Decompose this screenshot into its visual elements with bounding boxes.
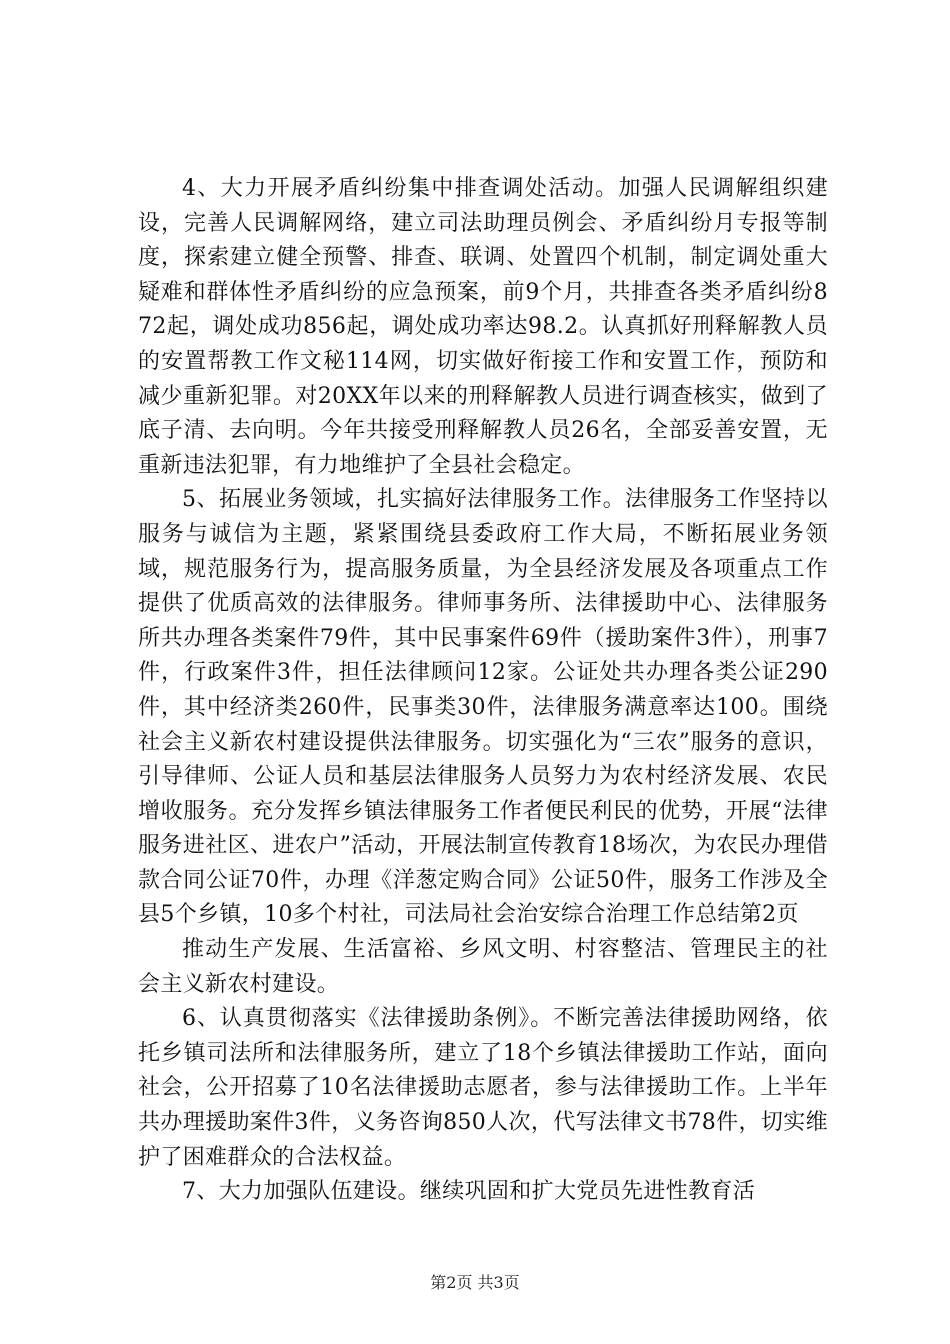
paragraph-4: 4、大力开展矛盾纠纷集中排查调处活动。加强人民调解组织建设，完善人民调解网络，建立司法助理员例会、矛盾纠纷月专报等制度，探索建立健全预警、排查、联调、处置四个机制，制定调处重大疑难和群体性矛盾纠纷的应急预案，前9个月，共排查各类矛盾纠纷872起，调处成功856起，调处成功率达98.2。认真抓好刑释解教人员的安置帮教工作文秘114网，切实做好衔接工作和安置工作，预防和减少重新犯罪。对20XX年以来的刑释解教人员进行调查核实，做到了底子清、去向明。今年共接受刑释解教人员26名，全部妥善安置，无重新违法犯罪，有力地维护了全县社会稳定。 <box>138 176 828 478</box>
page-footer: 第2页 共3页 <box>430 1273 520 1292</box>
paragraph-5-continued: 推动生产发展、生活富裕、乡风文明、村容整洁、管理民主的社会主义新农村建设。 <box>138 937 828 997</box>
paragraph-5: 5、拓展业务领域，扎实搞好法律服务工作。法律服务工作坚持以服务与诚信为主题，紧紧围绕县委政府工作大局，不断拓展业务领域，规范服务行为，提高服务质量，为全县经济发展及各项重点工作提供了优质高效的法律服务。律师事务所、法律援助中心、法律服务所共办理各类案件79件，其中民事案件69件（援助案件3件），刑事7件，行政案件3件，担任法律顾问12家。公证处共办理各类公证290件，其中经济类260件，民事类30件，法律服务满意率达100。围绕社会主义新农村建设提供法律服务。切实强化为“三农”服务的意识，引导律师、公证人员和基层法律服务人员努力为农村经济发展、农民增收服务。充分发挥乡镇法律服务工作者便民利民的优势，开展“法律服务进社区、进农户”活动，开展法制宣传教育18场次，为农民办理借款合同公证70件，办理《洋葱定购合同》公证50件，服务工作涉及全县5个乡镇，10多个村社，司法局社会治安综合治理工作总结第2页 <box>138 487 828 928</box>
paragraph-6: 6、认真贯彻落实《法律援助条例》。不断完善法律援助网络，依托乡镇司法所和法律服务所，建立了18个乡镇法律援助工作站，面向社会，公开招募了10名法律援助志愿者，参与法律援助工作。上半年共办理援助案件3件，义务咨询850人次，代写法律文书78件，切实维护了困难群众的合法权益。 <box>138 1006 828 1170</box>
paragraph-7: 7、大力加强队伍建设。继续巩固和扩大党员先进性教育活 <box>182 1179 756 1205</box>
document-body <box>138 172 828 1210</box>
